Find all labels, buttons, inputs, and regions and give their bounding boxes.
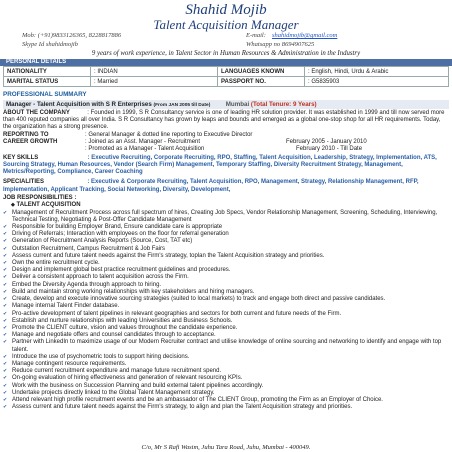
languages-label: LANGUAGES KNOWN <box>218 67 305 77</box>
responsibility-text: Introduce the use of psychometric tools to support hiring decisions. <box>12 353 190 360</box>
specialities-text: : Executive & Corporate Recruiting, Talent Acquisition, RPO, Management, Strategy, Relationship Management, RFP, Implementation, Applicant Tracking, Social Networking, Diversity, Development, <box>3 179 419 193</box>
reporting-label: REPORTING TO <box>3 131 49 138</box>
talent-acquisition-subheading <box>3 202 449 209</box>
responsibility-text: Deliver a consistent approach to talent acquisition across the Firm. <box>12 274 189 281</box>
bullet-icon: ◆ <box>11 202 15 209</box>
career-growth-2 <box>3 146 449 153</box>
responsibility-text: Establish and nurture relationships with leading Universities and Business Schools. <box>12 317 233 324</box>
personal-details-table <box>3 66 449 87</box>
checkmark-icon: ✔ <box>3 404 8 411</box>
list-item <box>3 325 449 332</box>
checkmark-icon: ✔ <box>3 396 8 403</box>
job-responsibilities <box>3 195 449 202</box>
checkmark-icon: ✔ <box>3 267 8 274</box>
list-item <box>3 260 449 267</box>
checkmark-icon: ✔ <box>3 245 8 252</box>
checkmark-icon: ✔ <box>3 252 8 259</box>
list-item <box>3 282 449 289</box>
contact-row-2 <box>0 41 452 50</box>
checkmark-icon: ✔ <box>3 274 8 281</box>
career-period-2: February 2010 - Till Date <box>296 146 363 153</box>
table-row <box>4 67 449 77</box>
experience-line: 9 years of work experience, in Talent Sector in Human Resources & Administration in the Industry <box>91 50 361 57</box>
contact-row-1 <box>0 32 452 41</box>
current-role: Manager - Talent Acquisition with S R Enterprises <box>6 101 152 108</box>
checkmark-icon: ✔ <box>3 231 8 238</box>
resume-header <box>0 2 452 32</box>
current-role-city: Mumbai <box>225 101 250 108</box>
career-period-1: February 2005 - January 2010 <box>286 139 367 146</box>
marital-status-label: MARITAL STATUS <box>4 77 91 87</box>
checkmark-icon: ✔ <box>3 224 8 231</box>
list-item <box>3 253 449 260</box>
skype-id: Skype Id shahidmojib <box>22 41 78 48</box>
job-responsibilities-colon: : <box>74 194 77 201</box>
professional-summary-heading: PROFESSIONAL SUMMARY <box>3 91 87 98</box>
responsibility-text: Assess current and future talent needs against the Firm's strategy, toplan the Talent Acquisition strategy and priorities. <box>12 252 325 259</box>
responsibility-text: Manage and negotiate offers and counsel candidates through to acceptance. <box>12 332 216 339</box>
list-item <box>3 246 449 253</box>
reporting-value: : General Manager & dotted line reporting to Executive Director <box>85 131 253 138</box>
nationality-value: : INDIAN <box>91 67 218 77</box>
checkmark-icon: ✔ <box>3 368 8 375</box>
list-item <box>3 289 449 296</box>
key-skills-text: : Executive Recruiting, Corporate Recruiting, RPO, Staffing, Talent Acquisition, Leadership, Strategy, Implementation, ATS, Sourcing Strategy, Human Resources, Vendor (Search Firm) Management, Temporary Staffing, Diversity Recruitment Strategy, Management, Metrics/Reporting, Compliance, Career Coaching <box>3 154 437 176</box>
checkmark-icon: ✔ <box>3 375 8 382</box>
checkmark-icon: ✔ <box>3 339 8 346</box>
checkmark-icon: ✔ <box>3 260 8 267</box>
list-item <box>3 368 449 375</box>
career-role-2: : Promoted as a Manager - Talent Acquisition <box>85 146 205 153</box>
career-growth-label: CAREER GROWTH <box>3 139 58 146</box>
responsibility-text: Reduce current recruitment expenditure and manage future recruitment spend. <box>12 368 222 375</box>
responsibility-text: Outstation Recruitment, Campus Recruitment & Job Fairs <box>12 245 166 252</box>
candidate-name: Shahid Mojib <box>185 2 267 18</box>
marital-status-value: : Married <box>91 77 218 87</box>
list-item <box>3 296 449 303</box>
current-role-period: (From JAN 2005 till Date) <box>153 103 211 108</box>
personal-details-heading: PERSONAL DETAILS <box>0 59 452 66</box>
candidate-title: Talent Acquisition Manager <box>153 17 299 32</box>
responsibility-text: Management of Recruitment Process across full spectrum of hires, Creating Job Specs, Vendor Relationship Management, Screening, Scheduling, Interviewing, Technical Testing, Negotiating & Post-Offer Candidate Management <box>12 209 438 223</box>
list-item <box>3 274 449 281</box>
key-skills <box>3 155 449 177</box>
list-item <box>3 390 449 397</box>
checkmark-icon: ✔ <box>3 353 8 360</box>
responsibility-text: Manage contingent resource requirements. <box>12 360 127 367</box>
total-tenure: (Total Tenure: 9 Years) <box>250 101 317 108</box>
about-company-text: : Founded in 1999, S R Consultancy service is one of leading HR solution provider. It was established in 1999 and till now served more than 400 reputed companies all over India. S R Consultancy has grown by leaps and bounds and emerged as a global one-stop shop for all HR requirements. Today, the organization has a strong presence. <box>3 110 445 131</box>
email-link[interactable]: shahidmojib@gmail.com <box>272 32 338 39</box>
responsibility-text: Embed the Diversity Agenda through approach to hiring. <box>12 281 162 288</box>
list-item <box>3 332 449 339</box>
checkmark-icon: ✔ <box>3 317 8 324</box>
checkmark-icon: ✔ <box>3 324 8 331</box>
responsibility-list <box>3 210 449 412</box>
checkmark-icon: ✔ <box>3 288 8 295</box>
responsibility-text: Own the entire recruitment cycle. <box>12 260 100 267</box>
list-item <box>3 238 449 245</box>
responsibility-text: Attend relevant high profile recruitment events and be an ambassador of The CLIENT Group, promoting the Firm as an Employer of Choice. <box>12 396 383 403</box>
responsibility-text: Pro-active development of talent pipelines in relevant geographies and sectors for both current and future needs of the Firm. <box>12 310 342 317</box>
responsibility-text: Generation of Recruitment Analysis Reports (Source, Cost, TAT etc) <box>12 238 193 245</box>
checkmark-icon: ✔ <box>3 389 8 396</box>
about-company-label: ABOUT THE COMPANY <box>3 110 70 116</box>
checkmark-icon: ✔ <box>3 310 8 317</box>
current-role-banner <box>3 100 449 109</box>
talent-acquisition-label: TALENT ACQUISITION <box>16 202 81 209</box>
checkmark-icon: ✔ <box>3 382 8 389</box>
table-row <box>4 77 449 87</box>
list-item <box>3 354 449 361</box>
address-footer: C/o, Mr S Rafi Wasim, Juhu Tara Road, Juhu, Mumbai - 400049. <box>141 444 311 451</box>
list-item <box>3 375 449 382</box>
responsibility-text: On-going evaluation of hiring effectiveness and generation of relevant resourcing KPIs. <box>12 375 243 382</box>
responsibility-text: Create, develop and execute innovative sourcing strategies (suited to local markets) to track and engage both direct and passive candidates. <box>12 296 386 303</box>
checkmark-icon: ✔ <box>3 360 8 367</box>
list-item <box>3 404 449 411</box>
list-item <box>3 318 449 325</box>
checkmark-icon: ✔ <box>3 209 8 216</box>
mobile-numbers: Mob: (+91)9833126365, 8228817886 <box>22 32 122 39</box>
list-item <box>3 311 449 318</box>
nationality-label: NATIONALITY <box>4 67 91 77</box>
list-item <box>3 361 449 368</box>
list-item <box>3 224 449 231</box>
checkmark-icon: ✔ <box>3 296 8 303</box>
key-skills-label: KEY SKILLS <box>3 154 39 161</box>
languages-value: : English, Hindi, Urdu & Arabic <box>305 67 449 77</box>
responsibility-text: Responsible for building Employer Brand, Ensure candidate care is appropriate <box>12 224 223 231</box>
specialities-label: SPECIALITIES <box>3 179 45 186</box>
responsibility-text: Partner with LinkedIn to maximize usage of our Modern Recruiter contract and utilise knowledge of online sourcing and networking to identify and engage with top talent. <box>12 339 442 353</box>
responsibility-text: Undertake projects directly linked to the Global Talent Management strategy. <box>12 389 215 396</box>
list-item <box>3 303 449 310</box>
list-item <box>3 267 449 274</box>
career-growth-1 <box>3 139 449 146</box>
career-role-1: : Joined as an Asst. Manager - Recruitment <box>85 139 201 146</box>
responsibility-text: Manage internal Talent Finder database. <box>12 303 120 310</box>
list-item <box>3 383 449 390</box>
responsibility-text: Work with the business on Succession Planning and build external talent pipelines accordingly. <box>12 382 264 389</box>
checkmark-icon: ✔ <box>3 303 8 310</box>
checkmark-icon: ✔ <box>3 281 8 288</box>
responsibility-text: Build and maintain strong working relationships with key stakeholders and hiring managers. <box>12 288 255 295</box>
responsibility-text: Assess current and future talent needs against the Firm's strategy, to align and plan the Talent Acquisition strategy and priorities. <box>12 404 353 411</box>
checkmark-icon: ✔ <box>3 332 8 339</box>
passport-value: : G5835903 <box>305 77 449 87</box>
list-item <box>3 397 449 404</box>
about-company <box>3 110 449 132</box>
list-item <box>3 210 449 224</box>
specialities <box>3 179 449 193</box>
responsibility-text: Design and implement global best practice recruitment guidelines and procedures. <box>12 267 231 274</box>
email-label: E-mail: <box>246 32 266 39</box>
reporting-to <box>3 132 449 139</box>
list-item <box>3 339 449 353</box>
passport-label: PASSPORT NO. <box>218 77 305 87</box>
job-responsibilities-label: JOB RESPONSIBILITIES <box>3 194 73 201</box>
responsibility-text: Driving of Referrals; Interaction with employees on the floor for referral generation <box>12 231 229 238</box>
list-item <box>3 231 449 238</box>
checkmark-icon: ✔ <box>3 238 8 245</box>
responsibility-text: Promote the CLIENT culture, vision and values throughout the candidate experience. <box>12 324 238 331</box>
whatsapp-number: Whatsapp no 8694907625 <box>246 41 315 48</box>
